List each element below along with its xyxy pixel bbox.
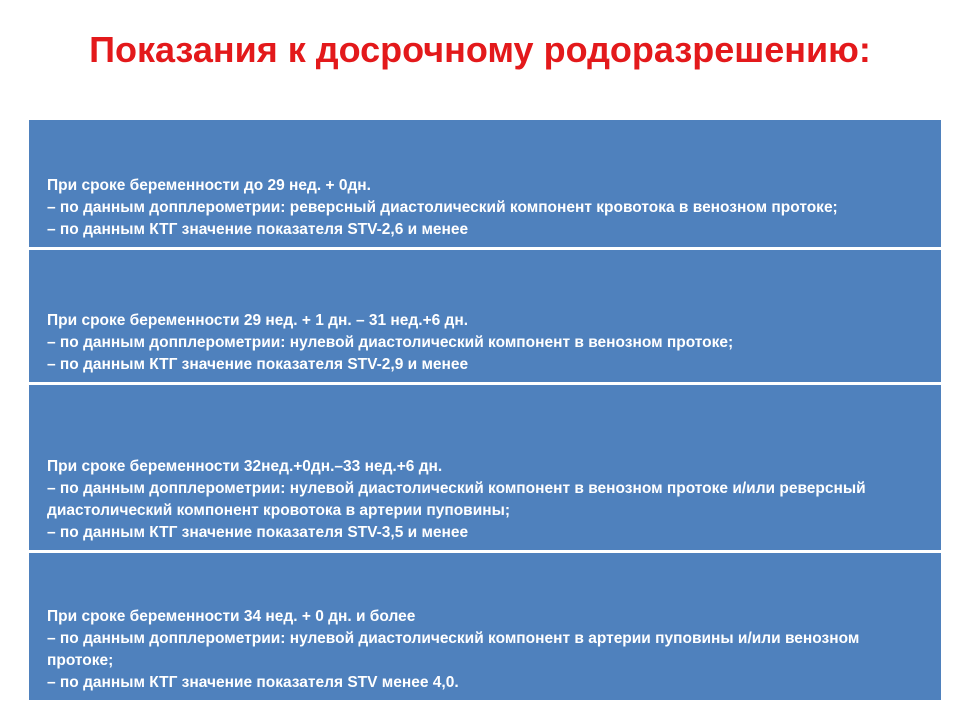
doppler-criterion-line: – по данным допплерометрии: нулевой диастолический компонент в венозном протоке и/или реверсный диастолический компонент кровотока в артерии пуповины;	[47, 480, 870, 519]
page-title: Показания к досрочному родоразрешению:	[89, 29, 871, 70]
gestational-age-line: При сроке беременности 32нед.+0дн.–33 нед.+6 дн.	[47, 458, 443, 475]
ctg-criterion-line: – по данным КТГ значение показателя STV-2,6 и менее	[47, 221, 469, 238]
table-row	[29, 120, 941, 247]
ctg-criterion-line: – по данным КТГ значение показателя STV менее 4,0.	[47, 674, 459, 691]
table-row	[29, 385, 941, 550]
table-row	[29, 250, 941, 382]
gestational-age-line: При сроке беременности 29 нед. + 1 дн. – 31 нед.+6 дн.	[47, 312, 469, 329]
doppler-criterion-line: – по данным допплерометрии: реверсный диастолический компонент кровотока в венозном протоке;	[47, 199, 838, 216]
gestational-age-line: При сроке беременности до 29 нед. + 0дн.	[47, 177, 371, 194]
ctg-criterion-line: – по данным КТГ значение показателя STV-3,5 и менее	[47, 524, 469, 541]
table-row	[29, 553, 941, 700]
doppler-criterion-line: – по данным допплерометрии: нулевой диастолический компонент в венозном протоке;	[47, 334, 734, 351]
ctg-criterion-line: – по данным КТГ значение показателя STV-2,9 и менее	[47, 356, 469, 373]
gestational-age-line: При сроке беременности 34 нед. + 0 дн. и более	[47, 608, 416, 625]
indications-table	[29, 120, 941, 700]
doppler-criterion-line: – по данным допплерометрии: нулевой диастолический компонент в артерии пуповины и/или венозном протоке;	[47, 630, 864, 669]
